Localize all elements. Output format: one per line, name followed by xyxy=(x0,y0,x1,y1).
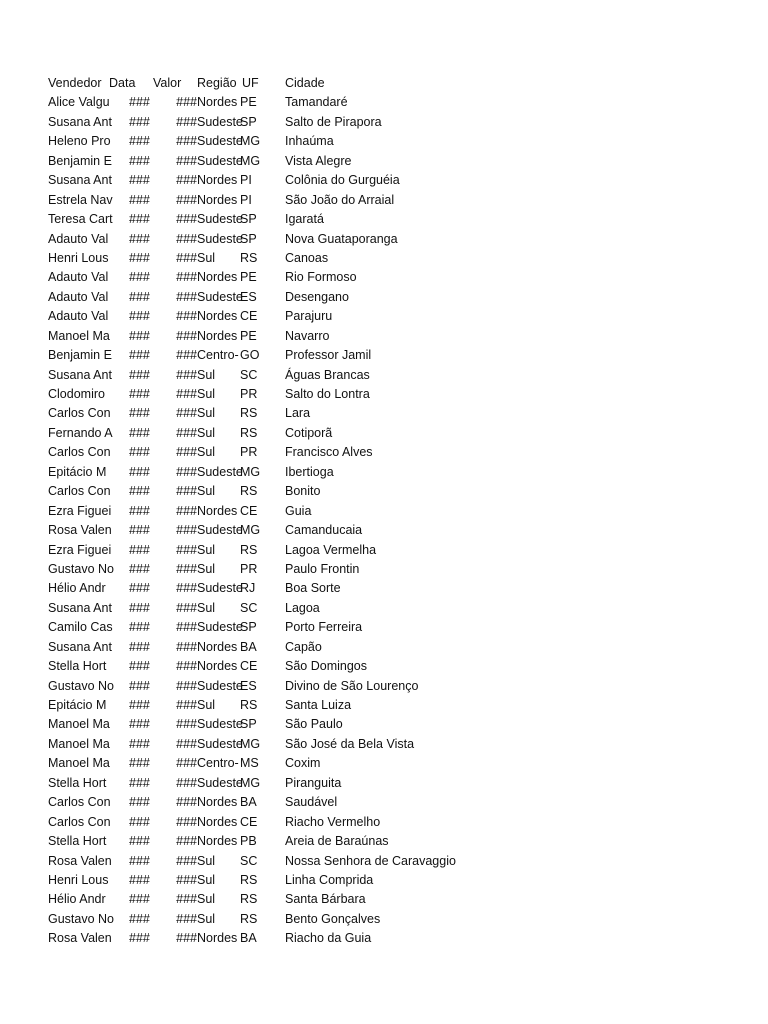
cell-uf: MG xyxy=(240,736,261,751)
cell-valor: ### xyxy=(176,600,197,615)
cell-valor: ### xyxy=(176,289,197,304)
cell-valor: ### xyxy=(176,406,197,421)
cell-cidade: Cotiporã xyxy=(285,425,333,440)
cell-vendedor: Epitácio M xyxy=(48,698,107,712)
cell-uf: SP xyxy=(240,231,257,246)
cell-vendedor: Carlos Con xyxy=(48,445,111,460)
cell-vendedor: Susana Ant xyxy=(48,367,112,382)
cell-vendedor: Ezra Figuei xyxy=(48,503,112,518)
cell-vendedor: Adauto Val xyxy=(48,309,109,324)
cell-cidade: Lagoa Vermelha xyxy=(285,542,377,557)
cell-uf: PR xyxy=(240,445,258,460)
cell-valor: ### xyxy=(176,561,197,576)
cell-vendedor: Carlos Con xyxy=(48,795,111,810)
cell-data: ### xyxy=(129,600,150,615)
cell-regiao: Sudeste xyxy=(197,289,243,304)
cell-vendedor: Carlos Con xyxy=(48,484,111,499)
cell-uf: RS xyxy=(240,425,258,440)
cell-regiao: Nordes xyxy=(197,309,238,324)
cell-uf: CE xyxy=(240,309,258,324)
cell-regiao: Nordes xyxy=(197,173,238,188)
cell-vendedor: Susana Ant xyxy=(48,173,112,188)
cell-cidade: Professor Jamil xyxy=(285,348,372,363)
cell-cidade: Lagoa xyxy=(285,600,320,615)
cell-vendedor: Susana Ant xyxy=(48,600,112,615)
cell-vendedor: Heleno Pro xyxy=(48,134,111,149)
cell-vendedor: Henri Lous xyxy=(48,872,109,887)
cell-regiao: Nordes xyxy=(197,931,238,946)
cell-vendedor: Manoel Ma xyxy=(48,736,110,751)
cell-valor: ### xyxy=(176,853,197,868)
cell-valor: ### xyxy=(176,387,197,401)
cell-uf: RS xyxy=(240,406,258,421)
cell-regiao: Nordes xyxy=(197,503,238,518)
cell-regiao: Sul xyxy=(197,484,216,499)
cell-uf: BA xyxy=(240,931,257,946)
cell-uf: PB xyxy=(240,834,257,849)
cell-vendedor: Stella Hort xyxy=(48,834,107,849)
cell-uf: SP xyxy=(240,212,257,227)
cell-vendedor: Rosa Valen xyxy=(48,931,112,946)
cell-cidade: Tamandaré xyxy=(285,95,348,110)
cell-uf: SC xyxy=(240,367,258,382)
header-uf: UF xyxy=(242,76,259,90)
cell-data: ### xyxy=(129,289,150,304)
cell-valor: ### xyxy=(176,523,197,538)
cell-valor: ### xyxy=(176,756,197,771)
cell-valor: ### xyxy=(176,348,197,363)
cell-regiao: Sudeste xyxy=(197,153,243,168)
cell-vendedor: Benjamin E xyxy=(48,153,112,168)
cell-vendedor: Teresa Cart xyxy=(48,212,113,227)
cell-regiao: Sul xyxy=(197,872,216,887)
cell-valor: ### xyxy=(176,892,197,907)
cell-vendedor: Manoel Ma xyxy=(48,328,110,343)
cell-uf: MG xyxy=(240,775,261,790)
cell-data: ### xyxy=(129,698,150,712)
cell-cidade: Vista Alegre xyxy=(285,153,352,168)
cell-data: ### xyxy=(129,639,150,654)
cell-uf: PR xyxy=(240,387,258,401)
cell-data: ### xyxy=(129,192,150,207)
cell-uf: ES xyxy=(240,289,257,304)
cell-vendedor: Adauto Val xyxy=(48,270,109,285)
cell-regiao: Sudeste xyxy=(197,581,243,596)
header-regiao: Região xyxy=(197,76,237,90)
header-data: Data xyxy=(109,76,136,90)
cell-regiao: Nordes xyxy=(197,192,238,207)
cell-regiao: Sudeste xyxy=(197,717,243,732)
cell-uf: RS xyxy=(240,542,258,557)
cell-uf: BA xyxy=(240,639,257,654)
cell-cidade: Francisco Alves xyxy=(285,445,373,460)
cell-uf: MG xyxy=(240,153,261,168)
cell-cidade: São Paulo xyxy=(285,717,343,732)
cell-valor: ### xyxy=(176,542,197,557)
cell-cidade: Nova Guataporanga xyxy=(285,231,398,246)
cell-uf: CE xyxy=(240,503,258,518)
cell-valor: ### xyxy=(176,153,197,168)
cell-valor: ### xyxy=(176,192,197,207)
cell-data: ### xyxy=(129,114,150,129)
cell-cidade: Paulo Frontin xyxy=(285,561,360,576)
cell-data: ### xyxy=(129,328,150,343)
cell-vendedor: Clodomiro xyxy=(48,387,105,401)
cell-vendedor: Stella Hort xyxy=(48,775,107,790)
cell-valor: ### xyxy=(176,581,197,596)
cell-vendedor: Susana Ant xyxy=(48,639,112,654)
cell-uf: CE xyxy=(240,659,258,674)
cell-data: ### xyxy=(129,931,150,946)
cell-uf: PI xyxy=(240,192,252,207)
cell-valor: ### xyxy=(176,464,197,479)
cell-regiao: Nordes xyxy=(197,795,238,810)
cell-vendedor: Gustavo No xyxy=(48,561,115,576)
cell-regiao: Sudeste xyxy=(197,212,243,227)
cell-uf: CE xyxy=(240,814,258,829)
cell-regiao: Nordes xyxy=(197,328,238,343)
cell-regiao: Centro- xyxy=(197,756,239,771)
cell-data: ### xyxy=(129,717,150,732)
cell-cidade: Inhaúma xyxy=(285,134,334,149)
cell-data: ### xyxy=(129,814,150,829)
cell-valor: ### xyxy=(176,114,197,129)
cell-vendedor: Manoel Ma xyxy=(48,717,110,732)
cell-vendedor: Adauto Val xyxy=(48,231,109,246)
cell-uf: SP xyxy=(240,620,257,635)
cell-vendedor: Epitácio M xyxy=(48,464,107,479)
cell-vendedor: Henri Lous xyxy=(48,250,109,265)
cell-cidade: Igaratá xyxy=(285,212,324,227)
cell-regiao: Nordes xyxy=(197,270,238,285)
cell-valor: ### xyxy=(176,834,197,849)
cell-data: ### xyxy=(129,581,150,596)
cell-cidade: Salto do Lontra xyxy=(285,387,370,401)
cell-regiao: Sul xyxy=(197,425,216,440)
cell-regiao: Sul xyxy=(197,445,216,460)
cell-cidade: Riacho da Guia xyxy=(285,931,372,946)
cell-cidade: Guia xyxy=(285,503,312,518)
cell-valor: ### xyxy=(176,309,197,324)
cell-vendedor: Adauto Val xyxy=(48,289,109,304)
cell-data: ### xyxy=(129,795,150,810)
cell-vendedor: Stella Hort xyxy=(48,659,107,674)
cell-regiao: Sudeste xyxy=(197,231,243,246)
cell-valor: ### xyxy=(176,814,197,829)
cell-regiao: Sul xyxy=(197,600,216,615)
cell-uf: MG xyxy=(240,523,261,538)
cell-cidade: Capão xyxy=(285,639,322,654)
cell-regiao: Sudeste xyxy=(197,620,243,635)
cell-cidade: São José da Bela Vista xyxy=(285,736,415,751)
cell-regiao: Sudeste xyxy=(197,523,243,538)
cell-valor: ### xyxy=(176,231,197,246)
cell-uf: SP xyxy=(240,114,257,129)
cell-data: ### xyxy=(129,756,150,771)
cell-uf: RS xyxy=(240,872,258,887)
cell-vendedor: Benjamin E xyxy=(48,348,112,363)
cell-uf: SC xyxy=(240,600,258,615)
cell-vendedor: Alice Valgu xyxy=(48,95,110,110)
header-vendedor: Vendedor xyxy=(48,76,102,90)
cell-cidade: Nossa Senhora de Caravaggio xyxy=(285,853,456,868)
cell-cidade: Piranguita xyxy=(285,775,342,790)
cell-data: ### xyxy=(129,270,150,285)
cell-cidade: Riacho Vermelho xyxy=(285,814,381,829)
cell-vendedor: Camilo Cas xyxy=(48,620,113,635)
cell-regiao: Sudeste xyxy=(197,775,243,790)
cell-valor: ### xyxy=(176,173,197,188)
cell-valor: ### xyxy=(176,639,197,654)
cell-valor: ### xyxy=(176,270,197,285)
cell-regiao: Sul xyxy=(197,367,216,382)
cell-data: ### xyxy=(129,911,150,926)
cell-data: ### xyxy=(129,406,150,421)
cell-data: ### xyxy=(129,659,150,674)
cell-cidade: Santa Luiza xyxy=(285,698,352,712)
cell-regiao: Sul xyxy=(197,853,216,868)
cell-regiao: Sul xyxy=(197,250,216,265)
cell-uf: PE xyxy=(240,95,257,110)
cell-cidade: Águas Brancas xyxy=(285,367,370,382)
cell-data: ### xyxy=(129,834,150,849)
cell-regiao: Sudeste xyxy=(197,678,243,693)
cell-valor: ### xyxy=(176,911,197,926)
cell-cidade: Coxim xyxy=(285,756,321,771)
cell-regiao: Sudeste xyxy=(197,464,243,479)
cell-data: ### xyxy=(129,523,150,538)
cell-data: ### xyxy=(129,620,150,635)
cell-cidade: Bonito xyxy=(285,484,321,499)
cell-cidade: Rio Formoso xyxy=(285,270,357,285)
cell-regiao: Nordes xyxy=(197,659,238,674)
cell-uf: SP xyxy=(240,717,257,732)
cell-valor: ### xyxy=(176,503,197,518)
cell-uf: SC xyxy=(240,853,258,868)
cell-uf: PR xyxy=(240,561,258,576)
cell-vendedor: Carlos Con xyxy=(48,814,111,829)
cell-uf: RS xyxy=(240,484,258,499)
cell-cidade: Salto de Pirapora xyxy=(285,114,382,129)
cell-vendedor: Rosa Valen xyxy=(48,853,112,868)
cell-cidade: Porto Ferreira xyxy=(285,620,363,635)
cell-cidade: Lara xyxy=(285,406,311,421)
cell-valor: ### xyxy=(176,250,197,265)
cell-uf: MG xyxy=(240,464,261,479)
cell-regiao: Sul xyxy=(197,698,216,712)
cell-regiao: Centro- xyxy=(197,348,239,363)
cell-cidade: Divino de São Lourenço xyxy=(285,678,419,693)
cell-regiao: Sudeste xyxy=(197,114,243,129)
cell-data: ### xyxy=(129,853,150,868)
cell-vendedor: Rosa Valen xyxy=(48,523,112,538)
cell-uf: ES xyxy=(240,678,257,693)
cell-regiao: Sul xyxy=(197,387,216,401)
cell-data: ### xyxy=(129,231,150,246)
cell-uf: MS xyxy=(240,756,259,771)
cell-valor: ### xyxy=(176,775,197,790)
cell-cidade: São João do Arraial xyxy=(285,192,395,207)
cell-cidade: Linha Comprida xyxy=(285,872,374,887)
cell-valor: ### xyxy=(176,678,197,693)
header-valor: Valor xyxy=(153,76,182,90)
cell-cidade: Navarro xyxy=(285,328,330,343)
cell-uf: BA xyxy=(240,795,257,810)
cell-uf: PE xyxy=(240,328,257,343)
cell-cidade: Colônia do Gurguéia xyxy=(285,173,400,188)
cell-data: ### xyxy=(129,309,150,324)
cell-vendedor: Fernando A xyxy=(48,425,113,440)
cell-valor: ### xyxy=(176,872,197,887)
cell-valor: ### xyxy=(176,795,197,810)
cell-data: ### xyxy=(129,95,150,110)
cell-regiao: Sudeste xyxy=(197,736,243,751)
cell-valor: ### xyxy=(176,698,197,712)
cell-cidade: Desengano xyxy=(285,289,349,304)
cell-vendedor: Carlos Con xyxy=(48,406,111,421)
cell-data: ### xyxy=(129,445,150,460)
cell-data: ### xyxy=(129,892,150,907)
cell-uf: MG xyxy=(240,134,261,149)
cell-regiao: Sul xyxy=(197,542,216,557)
cell-vendedor: Manoel Ma xyxy=(48,756,110,771)
cell-valor: ### xyxy=(176,659,197,674)
cell-cidade: Saudável xyxy=(285,795,338,810)
cell-data: ### xyxy=(129,367,150,382)
cell-data: ### xyxy=(129,775,150,790)
cell-valor: ### xyxy=(176,328,197,343)
cell-uf: GO xyxy=(240,348,260,363)
cell-uf: PE xyxy=(240,270,257,285)
cell-data: ### xyxy=(129,503,150,518)
cell-data: ### xyxy=(129,348,150,363)
cell-uf: RJ xyxy=(240,581,256,596)
cell-cidade: Bento Gonçalves xyxy=(285,911,381,926)
cell-valor: ### xyxy=(176,95,197,110)
cell-uf: RS xyxy=(240,698,258,712)
cell-data: ### xyxy=(129,561,150,576)
cell-regiao: Nordes xyxy=(197,639,238,654)
cell-vendedor: Hélio Andr xyxy=(48,581,106,596)
cell-uf: PI xyxy=(240,173,252,188)
cell-cidade: Ibertioga xyxy=(285,464,334,479)
cell-data: ### xyxy=(129,173,150,188)
cell-regiao: Nordes xyxy=(197,95,238,110)
cell-vendedor: Estrela Nav xyxy=(48,192,113,207)
cell-vendedor: Hélio Andr xyxy=(48,892,106,907)
cell-vendedor: Susana Ant xyxy=(48,114,112,129)
cell-valor: ### xyxy=(176,425,197,440)
cell-data: ### xyxy=(129,425,150,440)
cell-data: ### xyxy=(129,134,150,149)
cell-data: ### xyxy=(129,678,150,693)
cell-valor: ### xyxy=(176,445,197,460)
cell-valor: ### xyxy=(176,134,197,149)
cell-data: ### xyxy=(129,484,150,499)
cell-valor: ### xyxy=(176,717,197,732)
cell-data: ### xyxy=(129,464,150,479)
cell-valor: ### xyxy=(176,736,197,751)
cell-regiao: Nordes xyxy=(197,834,238,849)
cell-vendedor: Gustavo No xyxy=(48,911,115,926)
cell-data: ### xyxy=(129,153,150,168)
cell-valor: ### xyxy=(176,931,197,946)
cell-cidade: Santa Bárbara xyxy=(285,892,366,907)
cell-vendedor: Ezra Figuei xyxy=(48,542,112,557)
cell-vendedor: Gustavo No xyxy=(48,678,115,693)
cell-regiao: Sul xyxy=(197,892,216,907)
cell-data: ### xyxy=(129,387,150,401)
cell-cidade: Boa Sorte xyxy=(285,581,341,596)
cell-cidade: Areia de Baraúnas xyxy=(285,834,389,849)
cell-data: ### xyxy=(129,872,150,887)
cell-data: ### xyxy=(129,736,150,751)
cell-cidade: Camanducaia xyxy=(285,523,363,538)
cell-cidade: Canoas xyxy=(285,250,329,265)
cell-data: ### xyxy=(129,542,150,557)
cell-valor: ### xyxy=(176,367,197,382)
cell-regiao: Sul xyxy=(197,561,216,576)
cell-regiao: Sudeste xyxy=(197,134,243,149)
header-cidade: Cidade xyxy=(285,76,325,90)
cell-valor: ### xyxy=(176,212,197,227)
cell-regiao: Sul xyxy=(197,406,216,421)
cell-valor: ### xyxy=(176,484,197,499)
cell-uf: RS xyxy=(240,911,258,926)
cell-uf: RS xyxy=(240,250,258,265)
cell-data: ### xyxy=(129,212,150,227)
cell-regiao: Sul xyxy=(197,911,216,926)
cell-cidade: São Domingos xyxy=(285,659,367,674)
cell-valor: ### xyxy=(176,620,197,635)
cell-data: ### xyxy=(129,250,150,265)
cell-cidade: Parajuru xyxy=(285,309,333,324)
cell-regiao: Nordes xyxy=(197,814,238,829)
cell-uf: RS xyxy=(240,892,258,907)
